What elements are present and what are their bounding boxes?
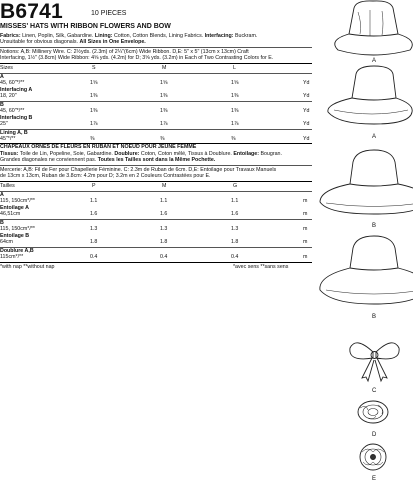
pattern-title: MISSES' HATS WITH RIBBON FLOWERS AND BOW — [0, 23, 171, 30]
tissus-block: Tissus: Toile de Lin, Popeline, Soie, Gabardine. Doublure: Coton, Coton mêlé, Tissus à Doublure. Entoilage: Bougran. Grandes diagonales ne conviennent pas. Toutes les Tailles sont dans la Même Pochette. — [0, 151, 282, 164]
notions-block: Notions: A,B: Millinery Wire. C: 2½yds. (2.3m) of 2¼"(6cm) Wide Ribbon. D,E: 5" x 5" (13cm x 13cm) Craft Interfacing, 1½" (3.8cm) Wide Ribbon: 4⅝ yds. (4.2m) for D; 3⅝ yds. (3.2m) in Each of Two Contrasting Colors for E. — [0, 49, 274, 62]
pieces-count: 10 PIECES — [91, 10, 127, 17]
view-b-front-hat-icon — [320, 150, 413, 214]
pattern-number: B6741 — [0, 0, 63, 23]
view-illustrations — [318, 0, 413, 488]
view-b-side-hat-icon — [320, 236, 413, 304]
view-e-ribbon-flower-icon — [360, 444, 386, 470]
view-a-side-hat-icon — [328, 66, 412, 124]
view-label: C — [372, 388, 377, 394]
view-label: B — [372, 223, 377, 229]
view-label: A — [372, 58, 377, 64]
fabrics-block: Fabrics: Linen, Poplin, Silk, Gabardine. Lining: Cotton, Cotton Blends, Lining Fabrics. Interfacing: Buckram. Unsuitable for obvious diagonals. All Sizes in One Envelope. — [0, 33, 258, 46]
view-c-bow-icon — [350, 343, 399, 381]
french-title: CHAPEAUX ORNÉS DE FLEURS EN RUBAN ET NOEUD POUR JEUNE FEMME — [0, 144, 197, 150]
view-label: B — [372, 314, 377, 320]
view-label: A — [372, 134, 377, 140]
view-a-front-hat-icon — [335, 1, 413, 55]
view-label: E — [372, 476, 377, 482]
view-d-ribbon-flower-icon — [358, 401, 388, 423]
view-label: D — [372, 432, 377, 438]
mercerie-block: Mercerie: A,B: Fil de Fer pour Chapellerie Féminine. C: 2.3m de Ruban de 6cm. D,E: Entoilage pour Travaux Manuels de 13cm x 13cm, Ruban de 3.8cm: 4.2m pour D; 3.2m en 2 Couleurs Contrastées pour E. — [0, 167, 277, 180]
